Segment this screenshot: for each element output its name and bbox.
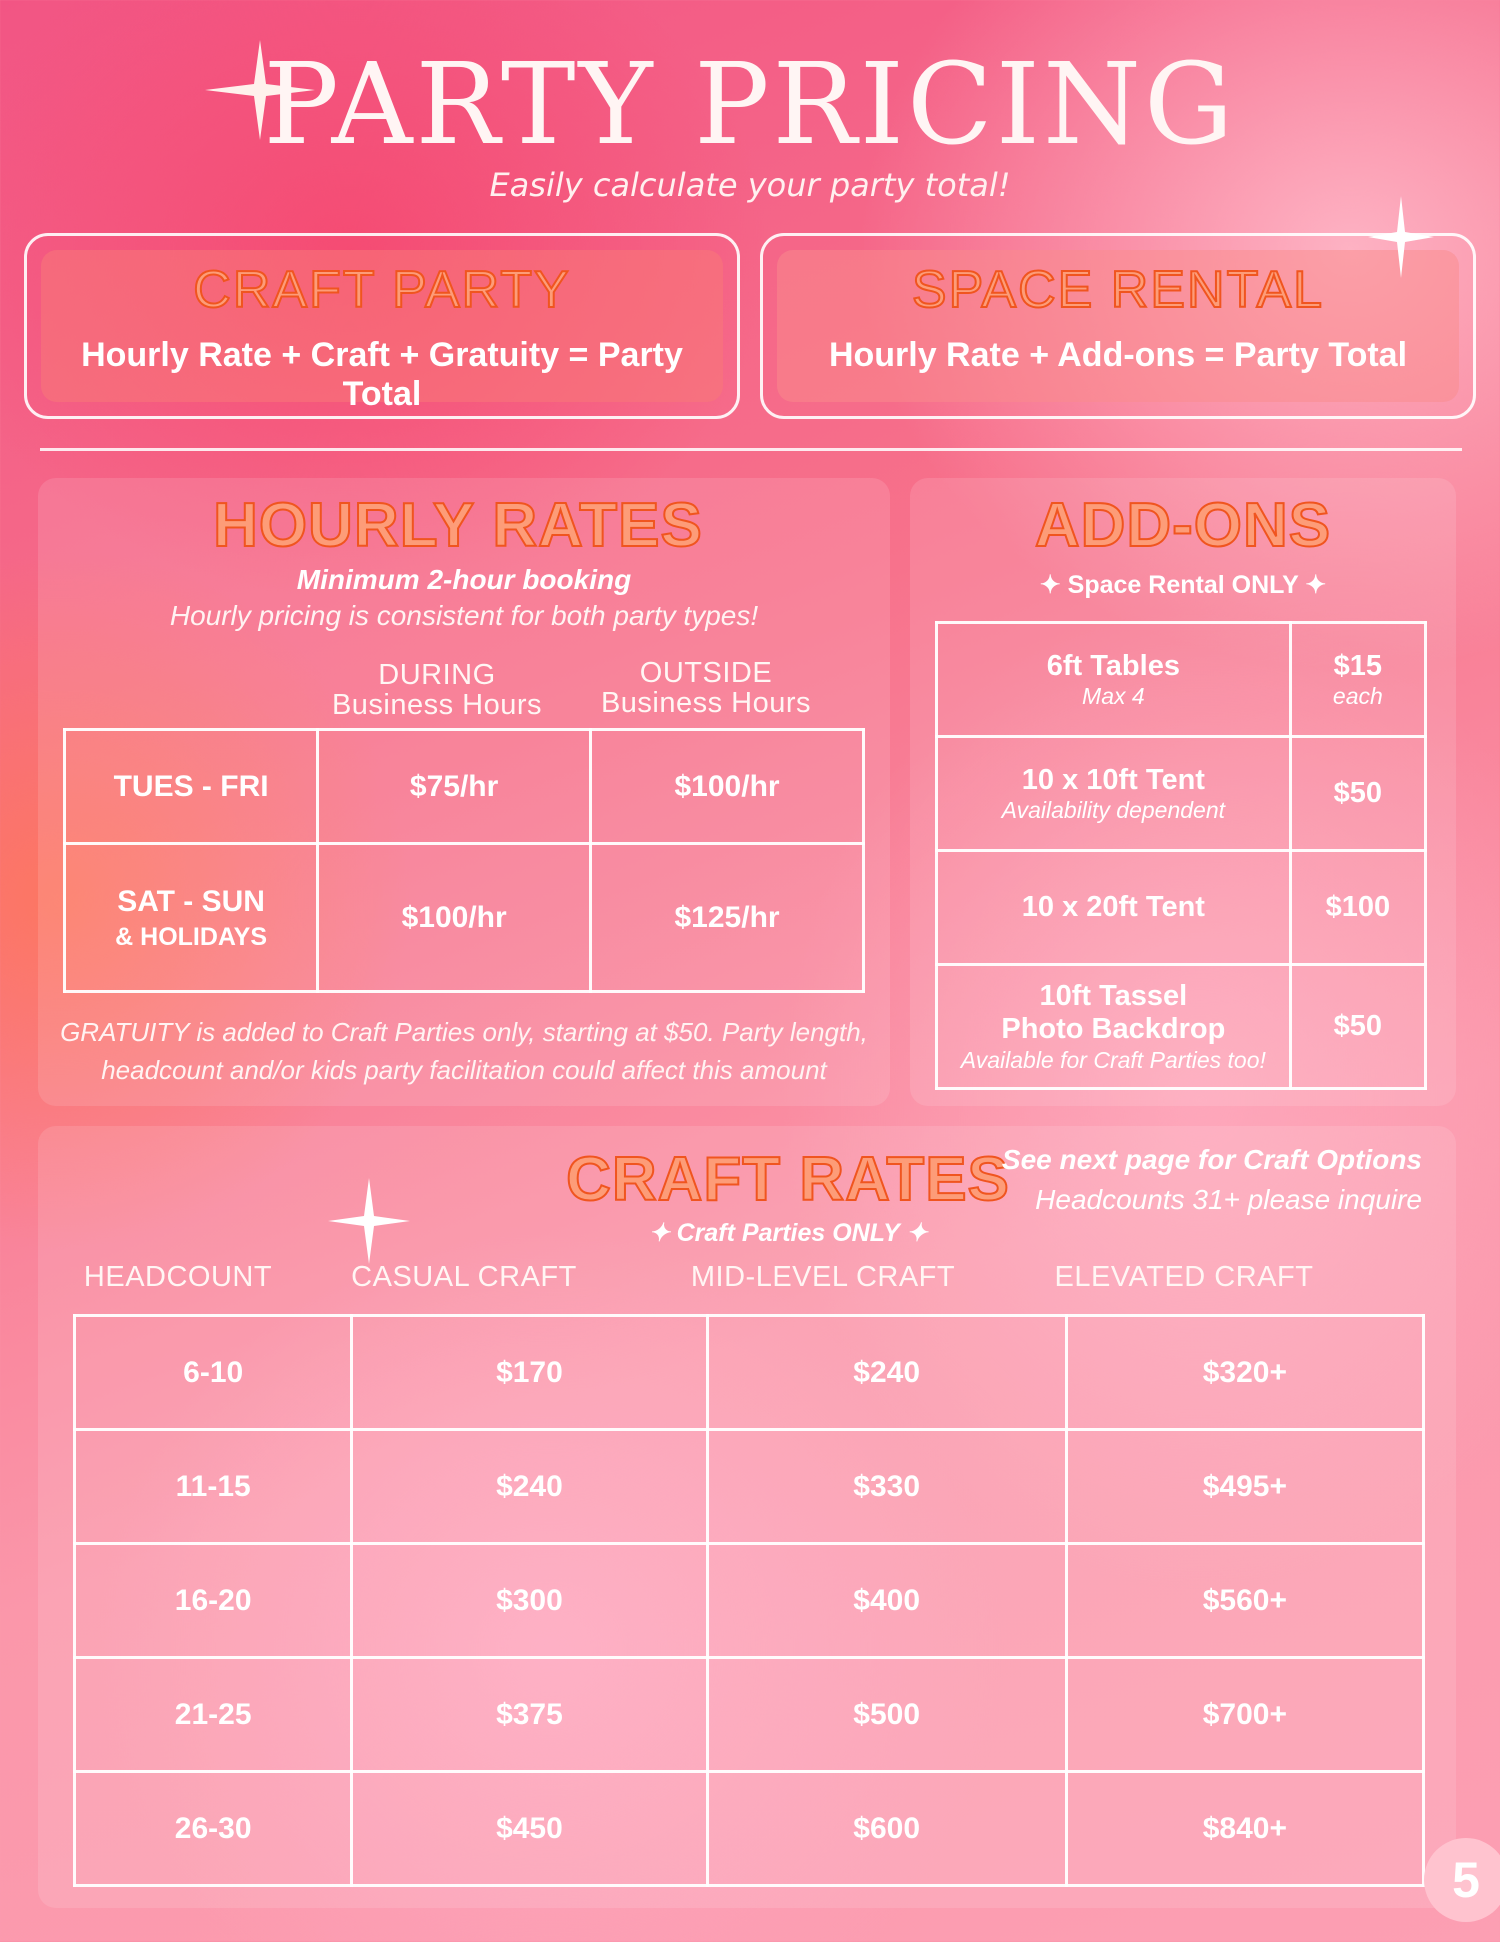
addon-name: 10ft Tassel Photo Backdrop Available for Craft Parties too! xyxy=(937,965,1291,1089)
space-rental-title: SPACE RENTAL xyxy=(911,261,1325,319)
headcount-inquire-note: Headcounts 31+ please inquire xyxy=(1035,1184,1422,1215)
rate-cell: $100/hr xyxy=(591,730,864,844)
table-row xyxy=(937,623,1426,737)
table-row xyxy=(75,1658,1424,1772)
craft-party-title: CRAFT PARTY xyxy=(193,261,571,319)
price-cell: $840+ xyxy=(1066,1772,1423,1886)
rate-cell: $100/hr xyxy=(318,844,591,992)
craft-options-note: See next page for Craft Options xyxy=(1001,1144,1422,1175)
price-cell: $320+ xyxy=(1066,1316,1423,1430)
day-label: SAT - SUN & HOLIDAYS xyxy=(65,844,318,992)
price-cell: $240 xyxy=(352,1430,707,1544)
addons-title: ADD-ONS xyxy=(1034,491,1332,560)
price-cell: $330 xyxy=(707,1430,1066,1544)
craft-rates-title: CRAFT RATES xyxy=(566,1145,1010,1214)
headcount-cell: 6-10 xyxy=(75,1316,352,1430)
price-cell: $560+ xyxy=(1066,1544,1423,1658)
table-row xyxy=(75,1772,1424,1886)
rate-cell: $125/hr xyxy=(591,844,864,992)
addon-price: $50 xyxy=(1290,965,1425,1089)
price-cell: $600 xyxy=(707,1772,1066,1886)
craft-party-formula-box xyxy=(24,233,740,419)
table-row xyxy=(75,1316,1424,1430)
price-cell: $240 xyxy=(707,1316,1066,1430)
craft-party-equation: Hourly Rate + Craft + Gratuity = Party Total xyxy=(81,336,683,413)
hourly-consistency-note: Hourly pricing is consistent for both party types! xyxy=(169,600,759,631)
hourly-rates-table xyxy=(63,728,865,993)
headcount-column-header: HEADCOUNT xyxy=(83,1261,273,1293)
sparkle-icon xyxy=(1368,196,1434,278)
addon-name: 10 x 10ft Tent Availability dependent xyxy=(937,737,1291,851)
space-rental-equation: Hourly Rate + Add-ons = Party Total xyxy=(828,336,1408,374)
page-number-badge: 5 xyxy=(1424,1838,1500,1922)
addon-price: $100 xyxy=(1290,851,1425,965)
price-cell: $450 xyxy=(352,1772,707,1886)
hourly-rates-panel xyxy=(38,478,890,1106)
addons-panel xyxy=(910,478,1456,1106)
addon-name: 6ft Tables Max 4 xyxy=(937,623,1291,737)
addon-price: $15 each xyxy=(1290,623,1425,737)
page-title: PARTY PRICING xyxy=(263,40,1237,170)
craft-rates-subtitle: ✦ Craft Parties ONLY ✦ xyxy=(648,1219,928,1247)
price-cell: $400 xyxy=(707,1544,1066,1658)
table-row xyxy=(75,1430,1424,1544)
price-cell: $170 xyxy=(352,1316,707,1430)
addon-name: 10 x 20ft Tent xyxy=(937,851,1291,965)
addons-subtitle: ✦ Space Rental ONLY ✦ xyxy=(1039,571,1327,599)
sparkle-icon: ✦ xyxy=(1305,571,1327,599)
hourly-rates-title: HOURLY RATES xyxy=(213,491,703,560)
during-hours-header: DURING Business Hours xyxy=(331,659,543,722)
rate-cell: $75/hr xyxy=(318,730,591,844)
table-row xyxy=(75,1544,1424,1658)
day-label: TUES - FRI xyxy=(65,730,318,844)
table-row xyxy=(937,965,1426,1089)
price-cell: $495+ xyxy=(1066,1430,1423,1544)
casual-craft-column-header: CASUAL CRAFT xyxy=(351,1261,577,1293)
outside-hours-header: OUTSIDE Business Hours xyxy=(600,657,812,720)
section-divider xyxy=(40,448,1462,451)
gratuity-note: GRATUITY is added to Craft Parties only, starting at $50. Party length, headcount and/or kids party facilitation could affect this amount xyxy=(60,1017,868,1085)
headcount-cell: 21-25 xyxy=(75,1658,352,1772)
page-subtitle: Easily calculate your party total! xyxy=(489,166,1011,204)
table-row xyxy=(65,844,864,992)
minimum-booking-note: Minimum 2-hour booking xyxy=(296,564,632,595)
headcount-cell: 26-30 xyxy=(75,1772,352,1886)
mid-level-craft-column-header: MID-LEVEL CRAFT xyxy=(690,1261,956,1293)
sparkle-icon: ✦ xyxy=(1039,571,1061,599)
craft-rates-panel xyxy=(38,1126,1456,1908)
headcount-cell: 16-20 xyxy=(75,1544,352,1658)
price-cell: $300 xyxy=(352,1544,707,1658)
price-cell: $375 xyxy=(352,1658,707,1772)
table-row xyxy=(65,730,864,844)
table-row xyxy=(937,851,1426,965)
elevated-craft-column-header: ELEVATED CRAFT xyxy=(1054,1261,1314,1293)
craft-rates-table xyxy=(73,1314,1425,1887)
table-row xyxy=(937,737,1426,851)
addon-price: $50 xyxy=(1290,737,1425,851)
addons-table xyxy=(935,621,1427,1090)
price-cell: $500 xyxy=(707,1658,1066,1772)
headcount-cell: 11-15 xyxy=(75,1430,352,1544)
sparkle-icon xyxy=(328,1178,410,1264)
sparkle-icon: ✦ xyxy=(648,1219,670,1247)
price-cell: $700+ xyxy=(1066,1658,1423,1772)
sparkle-icon: ✦ xyxy=(906,1219,928,1247)
